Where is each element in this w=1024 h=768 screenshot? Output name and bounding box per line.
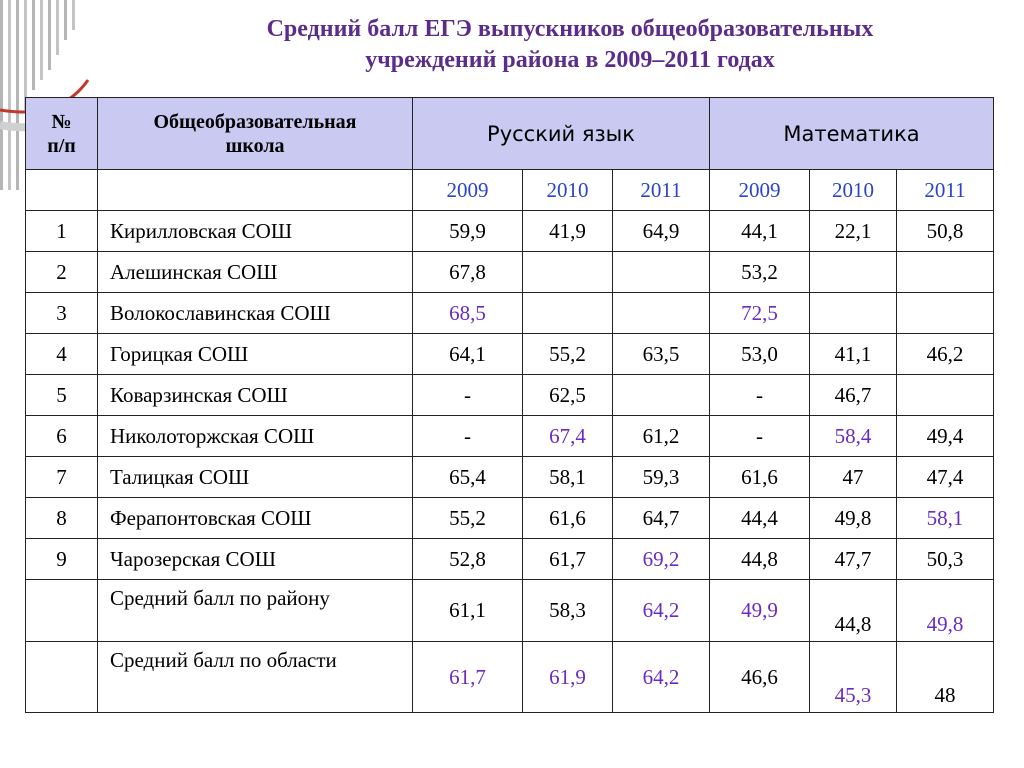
score-cell: 47,4 — [897, 457, 994, 498]
row-number: 6 — [26, 416, 98, 457]
school-name: Ферапонтовская СОШ — [98, 498, 413, 539]
year-cell: 2010 — [523, 170, 613, 211]
results-table — [25, 97, 994, 713]
score-cell: 72,5 — [710, 293, 810, 334]
avg-district-num — [26, 580, 98, 642]
avg-region-value: 64,2 — [613, 642, 710, 713]
score-cell: 61,6 — [523, 498, 613, 539]
score-cell: 53,2 — [710, 252, 810, 293]
score-cell — [897, 375, 994, 416]
score-cell: 64,9 — [613, 211, 710, 252]
row-number: 5 — [26, 375, 98, 416]
year-cell: 2009 — [413, 170, 523, 211]
score-cell: 63,5 — [613, 334, 710, 375]
score-cell: 59,9 — [413, 211, 523, 252]
score-cell: 46,2 — [897, 334, 994, 375]
score-cell — [810, 252, 897, 293]
years-empty-num — [26, 170, 98, 211]
avg-region-value: 61,7 — [413, 642, 523, 713]
avg-region-value: 48 — [897, 642, 994, 713]
score-cell: 58,1 — [897, 498, 994, 539]
page-title-line2: учреждений района в 2009–2011 годах — [365, 47, 775, 73]
avg-region-value: 45,3 — [810, 642, 897, 713]
school-name: Николоторжская СОШ — [98, 416, 413, 457]
avg-district-value: 49,8 — [897, 580, 994, 642]
score-cell: 41,1 — [810, 334, 897, 375]
score-cell: - — [710, 416, 810, 457]
score-cell: 22,1 — [810, 211, 897, 252]
avg-region-row — [26, 642, 994, 713]
avg-district-value: 58,3 — [523, 580, 613, 642]
table-row — [26, 293, 994, 334]
table-row — [26, 539, 994, 580]
score-cell — [810, 293, 897, 334]
avg-district-value: 49,9 — [710, 580, 810, 642]
score-cell — [523, 252, 613, 293]
score-cell: 49,8 — [810, 498, 897, 539]
score-cell: 69,2 — [613, 539, 710, 580]
score-cell — [897, 252, 994, 293]
school-name: Алешинская СОШ — [98, 252, 413, 293]
page-title — [150, 14, 990, 76]
school-name: Волокославинская СОШ — [98, 293, 413, 334]
year-cell: 2011 — [897, 170, 994, 211]
row-number: 2 — [26, 252, 98, 293]
score-cell: - — [413, 375, 523, 416]
row-number: 1 — [26, 211, 98, 252]
row-number: 9 — [26, 539, 98, 580]
score-cell — [523, 293, 613, 334]
score-cell: 55,2 — [413, 498, 523, 539]
score-cell: 64,1 — [413, 334, 523, 375]
score-cell: 44,1 — [710, 211, 810, 252]
score-cell: 49,4 — [897, 416, 994, 457]
school-name: Талицкая СОШ — [98, 457, 413, 498]
page-title-line1: Средний балл ЕГЭ выпускников общеобразовательных — [266, 16, 874, 42]
avg-region-num — [26, 642, 98, 713]
school-name: Чарозерская СОШ — [98, 539, 413, 580]
table-row — [26, 334, 994, 375]
row-number: 4 — [26, 334, 98, 375]
data-rows — [26, 211, 994, 580]
score-cell: 61,2 — [613, 416, 710, 457]
score-cell: 58,1 — [523, 457, 613, 498]
score-cell: 64,7 — [613, 498, 710, 539]
year-cell: 2009 — [710, 170, 810, 211]
avg-district-value: 44,8 — [810, 580, 897, 642]
score-cell: 46,7 — [810, 375, 897, 416]
avg-district-value: 64,2 — [613, 580, 710, 642]
score-cell: 41,9 — [523, 211, 613, 252]
score-cell: 68,5 — [413, 293, 523, 334]
score-cell: 44,8 — [710, 539, 810, 580]
score-cell: 52,8 — [413, 539, 523, 580]
avg-district-row — [26, 580, 994, 642]
score-cell: 62,5 — [523, 375, 613, 416]
avg-region-value: 46,6 — [710, 642, 810, 713]
score-cell: 44,4 — [710, 498, 810, 539]
year-cell: 2011 — [613, 170, 710, 211]
score-cell — [613, 293, 710, 334]
score-cell: 47,7 — [810, 539, 897, 580]
score-cell: 53,0 — [710, 334, 810, 375]
table-row — [26, 416, 994, 457]
school-name: Коварзинская СОШ — [98, 375, 413, 416]
avg-region-label: Средний балл по области — [98, 642, 413, 713]
score-cell — [613, 252, 710, 293]
score-cell: 59,3 — [613, 457, 710, 498]
header-math: Математика — [710, 98, 994, 170]
row-number: 8 — [26, 498, 98, 539]
table-row — [26, 211, 994, 252]
school-name: Горицкая СОШ — [98, 334, 413, 375]
score-cell: - — [710, 375, 810, 416]
row-number: 7 — [26, 457, 98, 498]
header-school-line2: школа — [225, 134, 285, 157]
avg-region-value: 61,9 — [523, 642, 613, 713]
years-empty-school — [98, 170, 413, 211]
avg-district-label: Средний балл по району — [98, 580, 413, 642]
header-num-line2: п/п — [47, 134, 76, 157]
table-row — [26, 498, 994, 539]
header-school-line1: Общеобразовательная — [153, 110, 357, 133]
score-cell: 67,8 — [413, 252, 523, 293]
years-row — [26, 170, 994, 211]
table-row — [26, 457, 994, 498]
score-cell: - — [413, 416, 523, 457]
score-cell — [613, 375, 710, 416]
score-cell: 65,4 — [413, 457, 523, 498]
header-num-line1: № — [51, 110, 72, 133]
score-cell: 61,7 — [523, 539, 613, 580]
header-school — [98, 98, 413, 170]
school-name: Кирилловская СОШ — [98, 211, 413, 252]
avg-district-value: 61,1 — [413, 580, 523, 642]
score-cell: 61,6 — [710, 457, 810, 498]
score-cell — [897, 293, 994, 334]
header-row — [26, 98, 994, 170]
score-cell: 58,4 — [810, 416, 897, 457]
table-row — [26, 375, 994, 416]
table-row — [26, 252, 994, 293]
score-cell: 50,3 — [897, 539, 994, 580]
header-russian: Русский язык — [413, 98, 710, 170]
score-cell: 67,4 — [523, 416, 613, 457]
year-cell: 2010 — [810, 170, 897, 211]
header-num — [26, 98, 98, 170]
score-cell: 50,8 — [897, 211, 994, 252]
score-cell: 47 — [810, 457, 897, 498]
score-cell: 55,2 — [523, 334, 613, 375]
row-number: 3 — [26, 293, 98, 334]
